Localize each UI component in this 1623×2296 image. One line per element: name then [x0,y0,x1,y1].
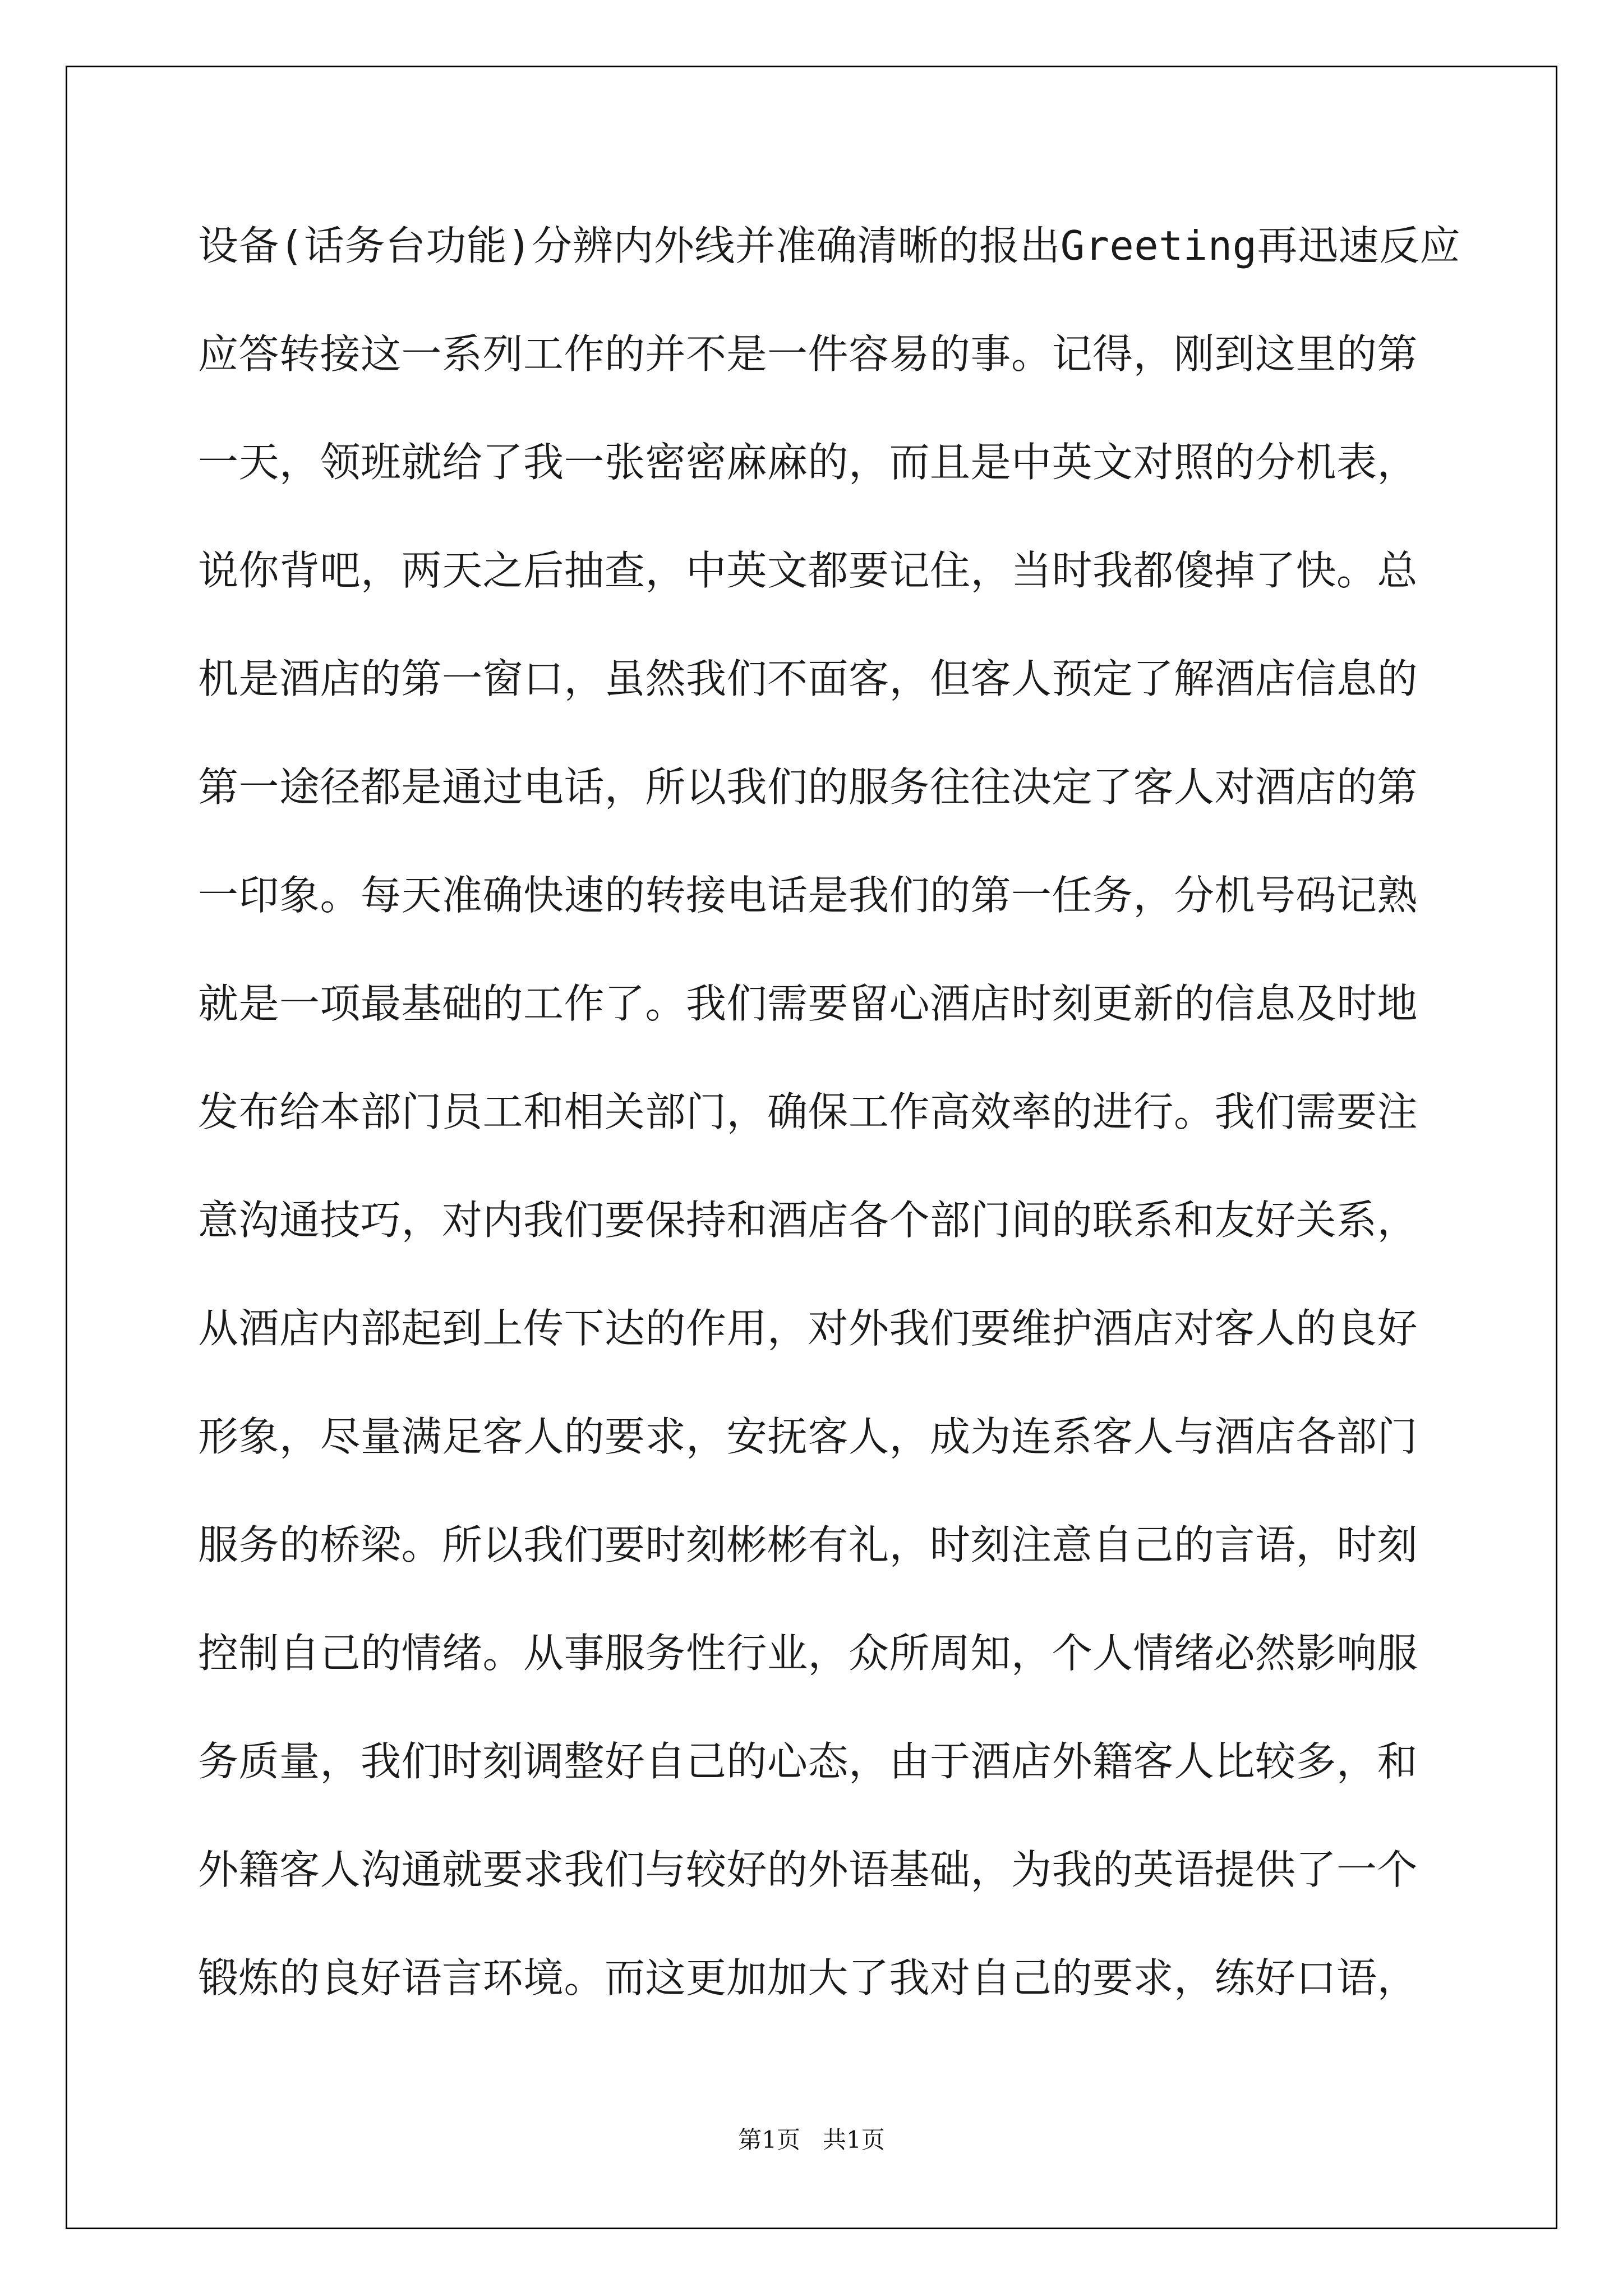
text-line: 外籍客人沟通就要求我们与较好的外语基础，为我的英语提供了一个 [198,1846,1418,1893]
text-line: 说你背吧，两天之后抽查，中英文都要记住，当时我都傻掉了快。总 [198,547,1418,594]
text-line: 意沟通技巧，对内我们要保持和酒店各个部门间的联系和友好关系， [198,1197,1418,1244]
text-line: 形象，尽量满足客人的要求，安抚客人，成为连系客人与酒店各部门 [198,1413,1418,1460]
text-line: 就是一项最基础的工作了。我们需要留心酒店时刻更新的信息及时地 [198,980,1418,1027]
text-line: 控制自己的情绪。从事服务性行业，众所周知，个人情绪必然影响服 [198,1630,1418,1677]
text-line: 务质量，我们时刻调整好自己的心态，由于酒店外籍客人比较多，和 [198,1738,1418,1785]
text-line: 发布给本部门员工和相关部门，确保工作高效率的进行。我们需要注 [198,1088,1418,1135]
text-line: 第一途径都是通过电话，所以我们的服务往往决定了客人对酒店的第 [198,763,1418,811]
text-line: 设备(话务台功能)分辨内外线并准确清晰的报出Greeting再迅速反应 [198,222,1460,269]
text-line: 机是酒店的第一窗口，虽然我们不面客，但客人预定了解酒店信息的 [198,655,1418,702]
document-body [198,219,1460,2059]
text-line: 一天，领班就给了我一张密密麻麻的，而且是中英文对照的分机表， [198,439,1418,486]
page-footer: 第1页 共1页 [738,2126,885,2154]
text-line: 应答转接这一系列工作的并不是一件容易的事。记得，刚到这里的第 [198,330,1418,378]
text-line: 锻炼的良好语言环境。而这更加加大了我对自己的要求，练好口语， [198,1954,1418,2001]
text-line: 从酒店内部起到上传下达的作用，对外我们要维护酒店对客人的良好 [198,1305,1418,1352]
text-line: 一印象。每天准确快速的转接电话是我们的第一任务，分机号码记熟 [198,872,1418,919]
text-line: 服务的桥梁。所以我们要时刻彬彬有礼，时刻注意自己的言语，时刻 [198,1521,1418,1568]
